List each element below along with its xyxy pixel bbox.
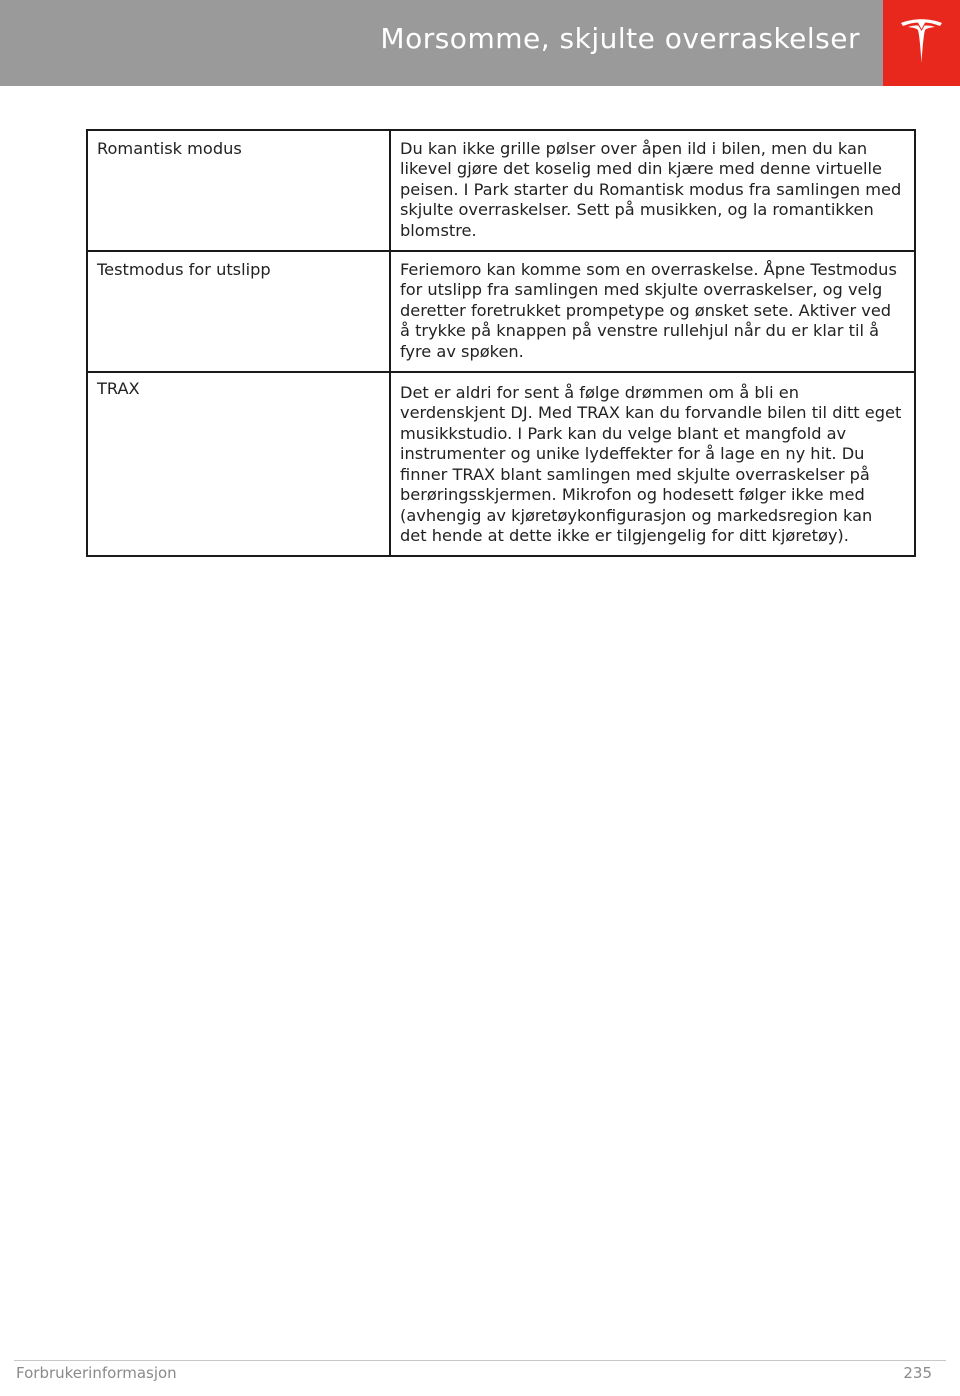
feature-name: TRAX: [87, 372, 390, 556]
footer-divider: [14, 1360, 946, 1361]
page-header: [0, 0, 960, 86]
feature-description: Det er aldri for sent å følge drømmen om å bli en verdenskjent DJ. Med TRAX kan du forvandle bilen til ditt eget musikkstudio. I Park kan du velge blant et mangfold av instrumenter og unike lydeffekter for å lage en ny hit. Du finner TRAX blant samlingen med skjulte overraskelser på berøringsskjermen. Mikrofon og hodesett følger ikke med (avhengig av kjøretøykonfigurasjon og markedsregion kan det hende at dette ikke er tilgjengelig for ditt kjøretøy).: [390, 372, 915, 556]
feature-name: Testmodus for utslipp: [87, 251, 390, 372]
feature-description: Du kan ikke grille pølser over åpen ild i bilen, men du kan likevel gjøre det koselig med din kjære med denne virtuelle peisen. I Park starter du Romantisk modus fra samlingen med skjulte overraskelser. Sett på musikken, og la romantikken blomstre.: [390, 130, 915, 251]
table-row: [87, 251, 915, 372]
footer-section-name: Forbrukerinformasjon: [16, 1364, 177, 1382]
features-table: [86, 129, 916, 557]
feature-description: Feriemoro kan komme som en overraskelse. Åpne Testmodus for utslipp fra samlingen med skjulte overraskelser, og velg deretter foretrukket prompetype og ønsket sete. Aktiver ved å trykke på knappen på venstre rullehjul når du er klar til å fyre av spøken.: [390, 251, 915, 372]
table-row: [87, 372, 915, 556]
table-row: [87, 130, 915, 251]
page-title: Morsomme, skjulte overraskelser: [380, 22, 860, 55]
page-number: 235: [903, 1364, 932, 1382]
tesla-logo-icon: [899, 17, 944, 67]
feature-name: Romantisk modus: [87, 130, 390, 251]
brand-logo-box: [883, 0, 960, 86]
